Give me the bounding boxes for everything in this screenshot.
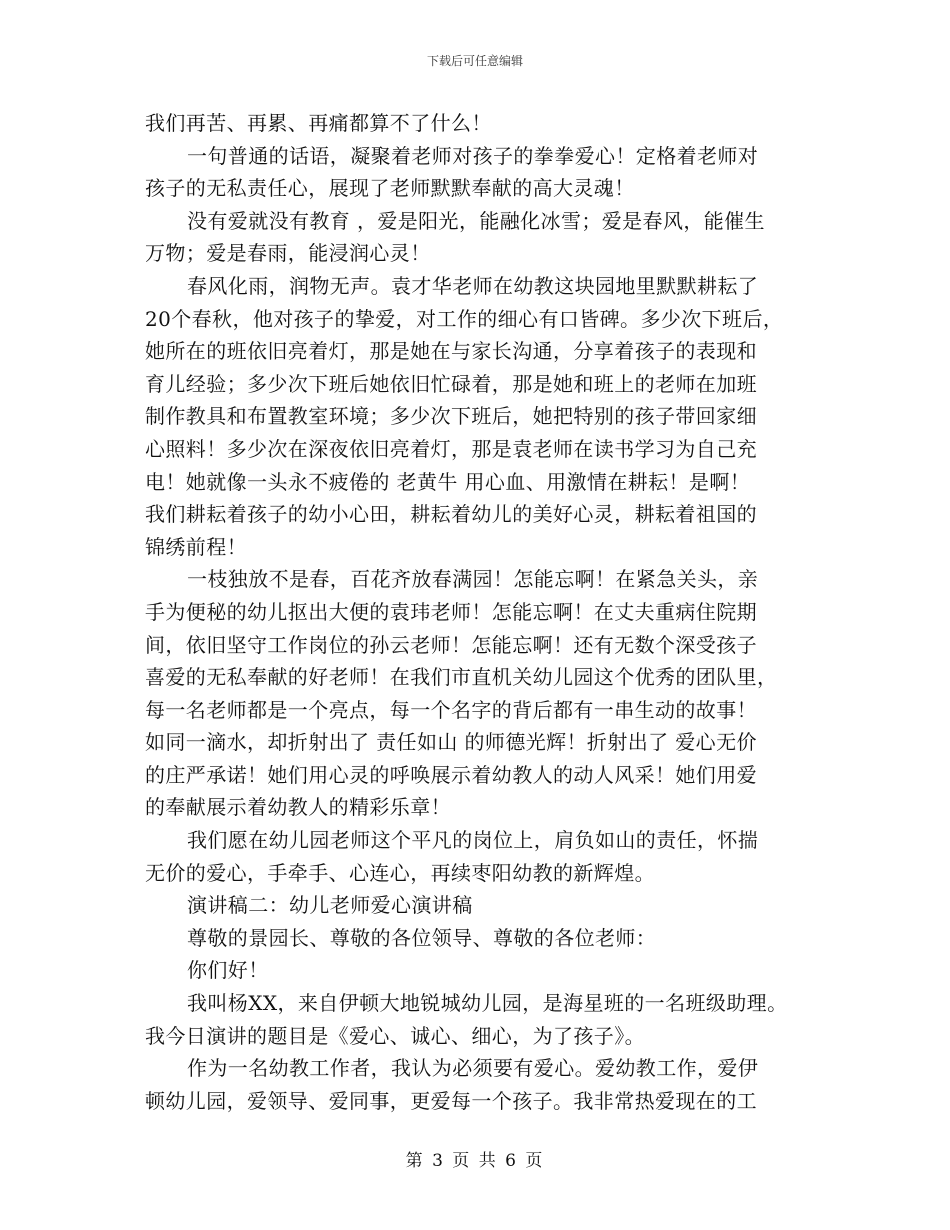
document-body bbox=[145, 107, 810, 1117]
text-line: 我们再苦、再累、再痛都算不了什么！ bbox=[145, 111, 492, 135]
text-line: 喜爱的无私奉献的好老师！在我们市直机关幼儿园这个优秀的团队里， bbox=[145, 665, 778, 690]
text-line: 无价的爱心，手牵手、心连心，再续枣阳幼教的新辉煌。 bbox=[145, 860, 655, 885]
page-header: 下载后可任意编辑 bbox=[426, 54, 523, 68]
text-line: 万物；爱是春雨，能浸润心灵！ bbox=[145, 241, 431, 266]
text-line: 的奉献展示着幼教人的精彩乐章！ bbox=[145, 795, 451, 820]
text-line: 尊敬的景园长、尊敬的各位领导、尊敬的各位老师： bbox=[187, 925, 657, 950]
text-line: 演讲稿二：幼儿老师爱心演讲稿 bbox=[187, 893, 473, 918]
text-line: 孩子的无私责任心，展现了老师默默奉献的高大灵魂！ bbox=[145, 176, 635, 201]
text-line: 作为一名幼教工作者，我认为必须要有爱心。爱幼教工作，爱伊 bbox=[187, 1056, 759, 1081]
text-line: 锦绣前程！ bbox=[145, 534, 247, 559]
text-line: 春风化雨，润物无声。袁才华老师在幼教这块园地里默默耕耘了 bbox=[187, 273, 759, 298]
text-line: 她所在的班依旧亮着灯，那是她在与家长沟通，分享着孩子的表现和 bbox=[145, 339, 757, 364]
text-line: 20个春秋，他对孩子的挚爱，对工作的细心有口皆碑。多少次下班后， bbox=[145, 306, 784, 331]
text-line: 一枝独放不是春，百花齐放春满园！怎能忘啊！在紧急关头，亲 bbox=[187, 567, 759, 592]
text-line: 间，依旧坚守工作岗位的孙云老师！怎能忘啊！还有无数个深受孩子 bbox=[145, 632, 757, 657]
page-number: 第 3 页 共 6 页 bbox=[405, 1151, 545, 1171]
text-line: 如同一滴水，却折射出了 责任如山 的师德光辉！折射出了 爱心无价 bbox=[145, 730, 757, 755]
text-line: 电！她就像一头永不疲倦的 老黄牛 用心血、用激情在耕耘！是啊！ bbox=[145, 469, 751, 494]
text-line: 我叫杨XX，来自伊顿大地锐城幼儿园，是海星班的一名班级助理。 bbox=[187, 991, 788, 1016]
text-line: 育儿经验；多少次下班后她依旧忙碌着，那是她和班上的老师在加班 bbox=[145, 371, 757, 396]
text-line: 制作教具和布置教室环境；多少次下班后，她把特别的孩子带回家细 bbox=[145, 404, 757, 429]
text-line: 顿幼儿园，爱领导、爱同事，更爱每一个孩子。我非常热爱现在的工 bbox=[145, 1088, 757, 1113]
text-line: 我们耕耘着孩子的幼小心田，耕耘着幼儿的美好心灵，耕耘着祖国的 bbox=[145, 502, 757, 527]
text-line: 每一名老师都是一个亮点，每一个名字的背后都有一串生动的故事！ bbox=[145, 697, 757, 722]
text-line: 一句普通的话语，凝聚着老师对孩子的拳拳爱心！定格着老师对 bbox=[187, 143, 759, 168]
text-line: 的庄严承诺！她们用心灵的呼唤展示着幼教人的动人风采！她们用爱 bbox=[145, 762, 757, 787]
text-line: 没有爱就没有教育 ，爱是阳光，能融化冰雪；爱是春风，能催生 bbox=[187, 208, 765, 233]
text-line: 心照料！多少次在深夜依旧亮着灯，那是袁老师在读书学习为自己充 bbox=[145, 436, 757, 461]
text-line: 我今日演讲的题目是《爱心、诚心、细心，为了孩子》。 bbox=[145, 1023, 645, 1048]
text-line: 你们好！ bbox=[187, 958, 269, 983]
text-line: 手为便秘的幼儿抠出大便的袁玮老师！怎能忘啊！在丈夫重病住院期 bbox=[145, 599, 757, 624]
text-line: 我们愿在幼儿园老师这个平凡的岗位上，肩负如山的责任，怀揣 bbox=[187, 828, 759, 853]
